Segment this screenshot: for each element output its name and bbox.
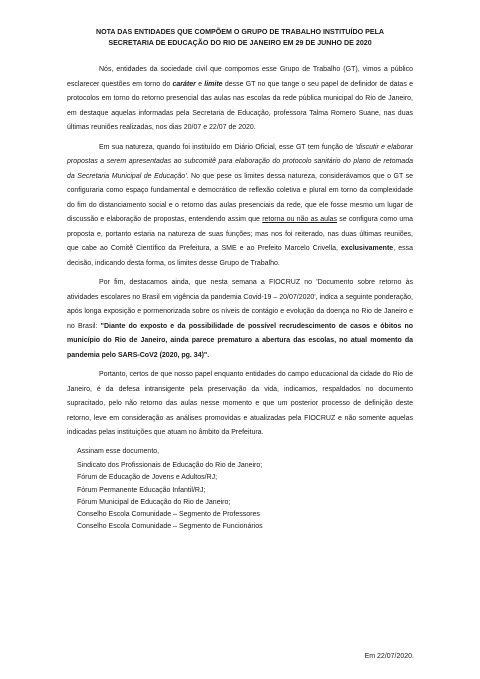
- p2-quote-function: 'discutir e elaborar propostas a serem apresentadas ao subcomitê para elaboração do protocolo sanitário do plano de retomada da Secretaria Municipal de Educação': [67, 143, 413, 180]
- signature-item: Fórum de Educação de Jovens e Adultos/RJ;: [77, 474, 218, 482]
- p1-text-a: Nós, entidades da sociedade civil que compomos esse Grupo de Trabalho (GT), vimos a público esclarecer questões em torno do: [67, 66, 413, 88]
- signature-item: Sindicato dos Profissionais de Educação do Rio de Janeiro;: [77, 462, 263, 469]
- paragraph-1: [67, 63, 413, 136]
- p3-text-a: Por fim, destacamos ainda, que nesta semana a FIOCRUZ no 'Documento sobre retorno às atividades escolares no Brasil em vigência da pandemia Covid-19 – 20/07/2020', indica a seguinte ponderação, após longa exposição e pormenorizada sobre os níveis de contágio e evolução da doença no Rio de Janeiro e no Brasil:: [67, 279, 413, 330]
- signature-item: Conselho Escola Comunidade – Segmento de Funcionários: [77, 523, 263, 531]
- signatures-intro: Assinam esse documento,: [77, 447, 160, 455]
- paragraph-3: [67, 276, 413, 363]
- title-line-1: NOTA DAS ENTIDADES QUE COMPÕEM O GRUPO DE TRABALHO INSTITUÍDO PELA: [95, 28, 385, 36]
- signature-item: Conselho Escola Comunidade – Segmento de Professores: [77, 511, 260, 519]
- document-date: Em 22/07/2020.: [364, 653, 414, 660]
- paragraph-4: Portanto, certos de que nosso papel enquanto entidades do campo educacional da cidade do Rio de Janeiro, é da defesa intransigente pela preservação da vida, indicamos, respaldados no documento supracitado, pelo não retorno das aulas nesse momento e que um posterior processo de definição deste retorno, leve em consideração as análises promovidas e atualizadas pela FIOCRUZ e não somente aquelas indicadas pelas instituições que atuam no âmbito da Prefeitura.: [67, 371, 413, 436]
- p2-text-a: Em sua natureza, quando foi instituído em Diário Oficial, esse GT tem função de: [99, 143, 356, 151]
- p2-bold-exclusivamente: exclusivamente: [341, 245, 394, 252]
- p1-emphasis-limite: limite: [204, 80, 223, 88]
- p2-text-g: , essa decisão, indicando desta forma, os limites desse Grupo de Trabalho.: [67, 245, 413, 267]
- signature-item: Fórum Municipal de Educação do Rio de Janeiro;: [77, 498, 231, 506]
- signature-item: Fórum Permanente Educação Infantil/RJ;: [77, 486, 206, 494]
- p2-text-c: . No que pese os limites dessa natureza, considerávamos que o GT se configuraria como espaço fundamental e democrático de reflexão coletiva e plural em torno da complexidade do fim do distanciamento social e o retorno das aulas presenciais da rede, que ele fosse mesmo um lugar de discussão e elaboração de propostas, entendendo assim que: [67, 172, 413, 223]
- p1-text-c: e: [195, 80, 205, 88]
- p1-text-e: desse GT no que tange o seu papel de definidor de datas e protocolos em torno do retorno presencial das aulas nas escolas da rede pública municipal do Rio de Janeiro, em destaque aquelas informadas pela Secretaria de Educação, professora Talma Romero Suane, nas duas últimas reuniões realizadas, nos dias 20/07 e 22/07 de 2020.: [67, 80, 413, 131]
- document-title: [67, 27, 413, 49]
- p2-text-e: se configura como uma proposta e, portanto estaria na natureza de suas funções; mas nos foi reiterado, nas duas últimas reuniões, que cabe ao Comitê Científico da Prefeitura, a SME e ao Prefeito Marcelo Crivella,: [67, 216, 413, 252]
- p3-fiocruz-quote: "Diante do exposto e da possibilidade de possível recrudescimento de casos e óbitos no município do Rio de Janeiro, ainda parece prematuro a abertura das escolas, no atual momento da pandemia pelo SARS-CoV2 (2020, pg. 34)".: [67, 322, 414, 359]
- title-line-2: SECRETARIA DE EDUCAÇÃO DO RIO DE JANEIRO EM 29 DE JUNHO DE 2020: [108, 39, 372, 47]
- signatures-list: [77, 460, 413, 534]
- p1-emphasis-carater: caráter: [172, 80, 196, 88]
- paragraph-2: [67, 141, 413, 272]
- p2-underlined-phrase: retorna ou não as aulas: [262, 216, 338, 223]
